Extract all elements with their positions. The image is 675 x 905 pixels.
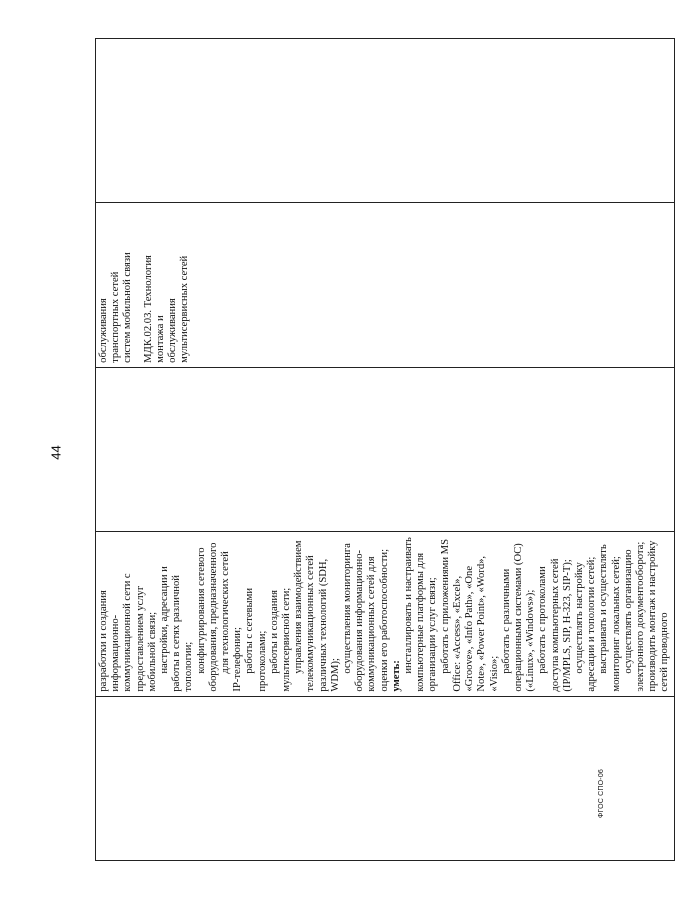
mdk-block-1 xyxy=(98,207,135,362)
mdk-line: систем мобильной связи xyxy=(122,252,134,363)
mdk-line: обслуживания xyxy=(167,298,179,363)
skill-item: осуществлять настройку адресации и топологии сетей; xyxy=(573,556,598,692)
skills-cell xyxy=(96,532,675,696)
skill-item: конфигурирования сетевого оборудования, предназначенного xyxy=(195,542,219,692)
rotated-table-container xyxy=(95,38,671,861)
skill-item: работы с сетевыми протоколами; xyxy=(244,587,268,692)
mdk-line: мультисервисных сетей xyxy=(179,255,191,363)
empty-cell xyxy=(96,696,675,860)
skill-item: производить монтаж и настройку сетей проводного xyxy=(647,540,671,692)
skill-item: осуществлять организацию электронного документооборота; xyxy=(622,541,646,692)
skill-item: настройки, адресации и работы в сетях различной топологии; xyxy=(159,566,195,692)
curriculum-table xyxy=(95,38,675,861)
skill-item: уметь: xyxy=(390,660,402,692)
mdk-line: МДК.02.03. Технология xyxy=(142,255,154,363)
curriculum-table-wrapper xyxy=(95,38,671,861)
mdk-cell xyxy=(96,203,675,367)
skill-item: управления взаимодействием телекоммуникационных сетей различных технологий (SDH, WDM); xyxy=(293,540,341,692)
skill-item: работать с различными операционными системами (ОС) («Linux», «Windows»); xyxy=(500,543,537,692)
skills-list xyxy=(98,536,672,691)
mdk-line: монтажа и xyxy=(154,315,166,363)
mdk-block-2 xyxy=(143,207,192,362)
skill-item: работать с приложениями MS Office: «Access», «Excel», «Groove», «Info Path», «One Note», «Power Point», «Word», «Visio»; xyxy=(439,539,500,692)
mdk-line: обслуживания xyxy=(98,298,109,363)
empty-cell xyxy=(96,39,675,203)
mdk-line: транспортных сетей xyxy=(110,271,122,363)
page-number: 44 xyxy=(48,445,64,460)
skill-item: работы и создания мультисервисной сети; xyxy=(268,587,293,692)
skill-item: для технологических сетей IP-телефонии; xyxy=(220,551,244,692)
skill-item: осуществления мониторинга оборудования информационно-коммуникационных сетей для оценки его работоспособности; xyxy=(342,543,390,692)
empty-cell xyxy=(96,367,675,531)
footer-code: ФГОС СПО-06 xyxy=(598,768,605,818)
skill-item: работать с протоколами доступа компьютерных сетей (IP/MPLS, SIP, H-323, SIP-T); xyxy=(537,558,573,692)
skill-item: разработки и создания информационно-коммуникационной сети с предоставлением услуг мобильной связи; xyxy=(98,573,158,692)
skill-item: инсталлировать и настраивать компьютерные платформы для организации услуг связи; xyxy=(403,537,439,692)
table-row xyxy=(96,39,675,861)
skill-item: выстраивать и осуществлять мониторинг локальных сетей; xyxy=(598,544,622,692)
